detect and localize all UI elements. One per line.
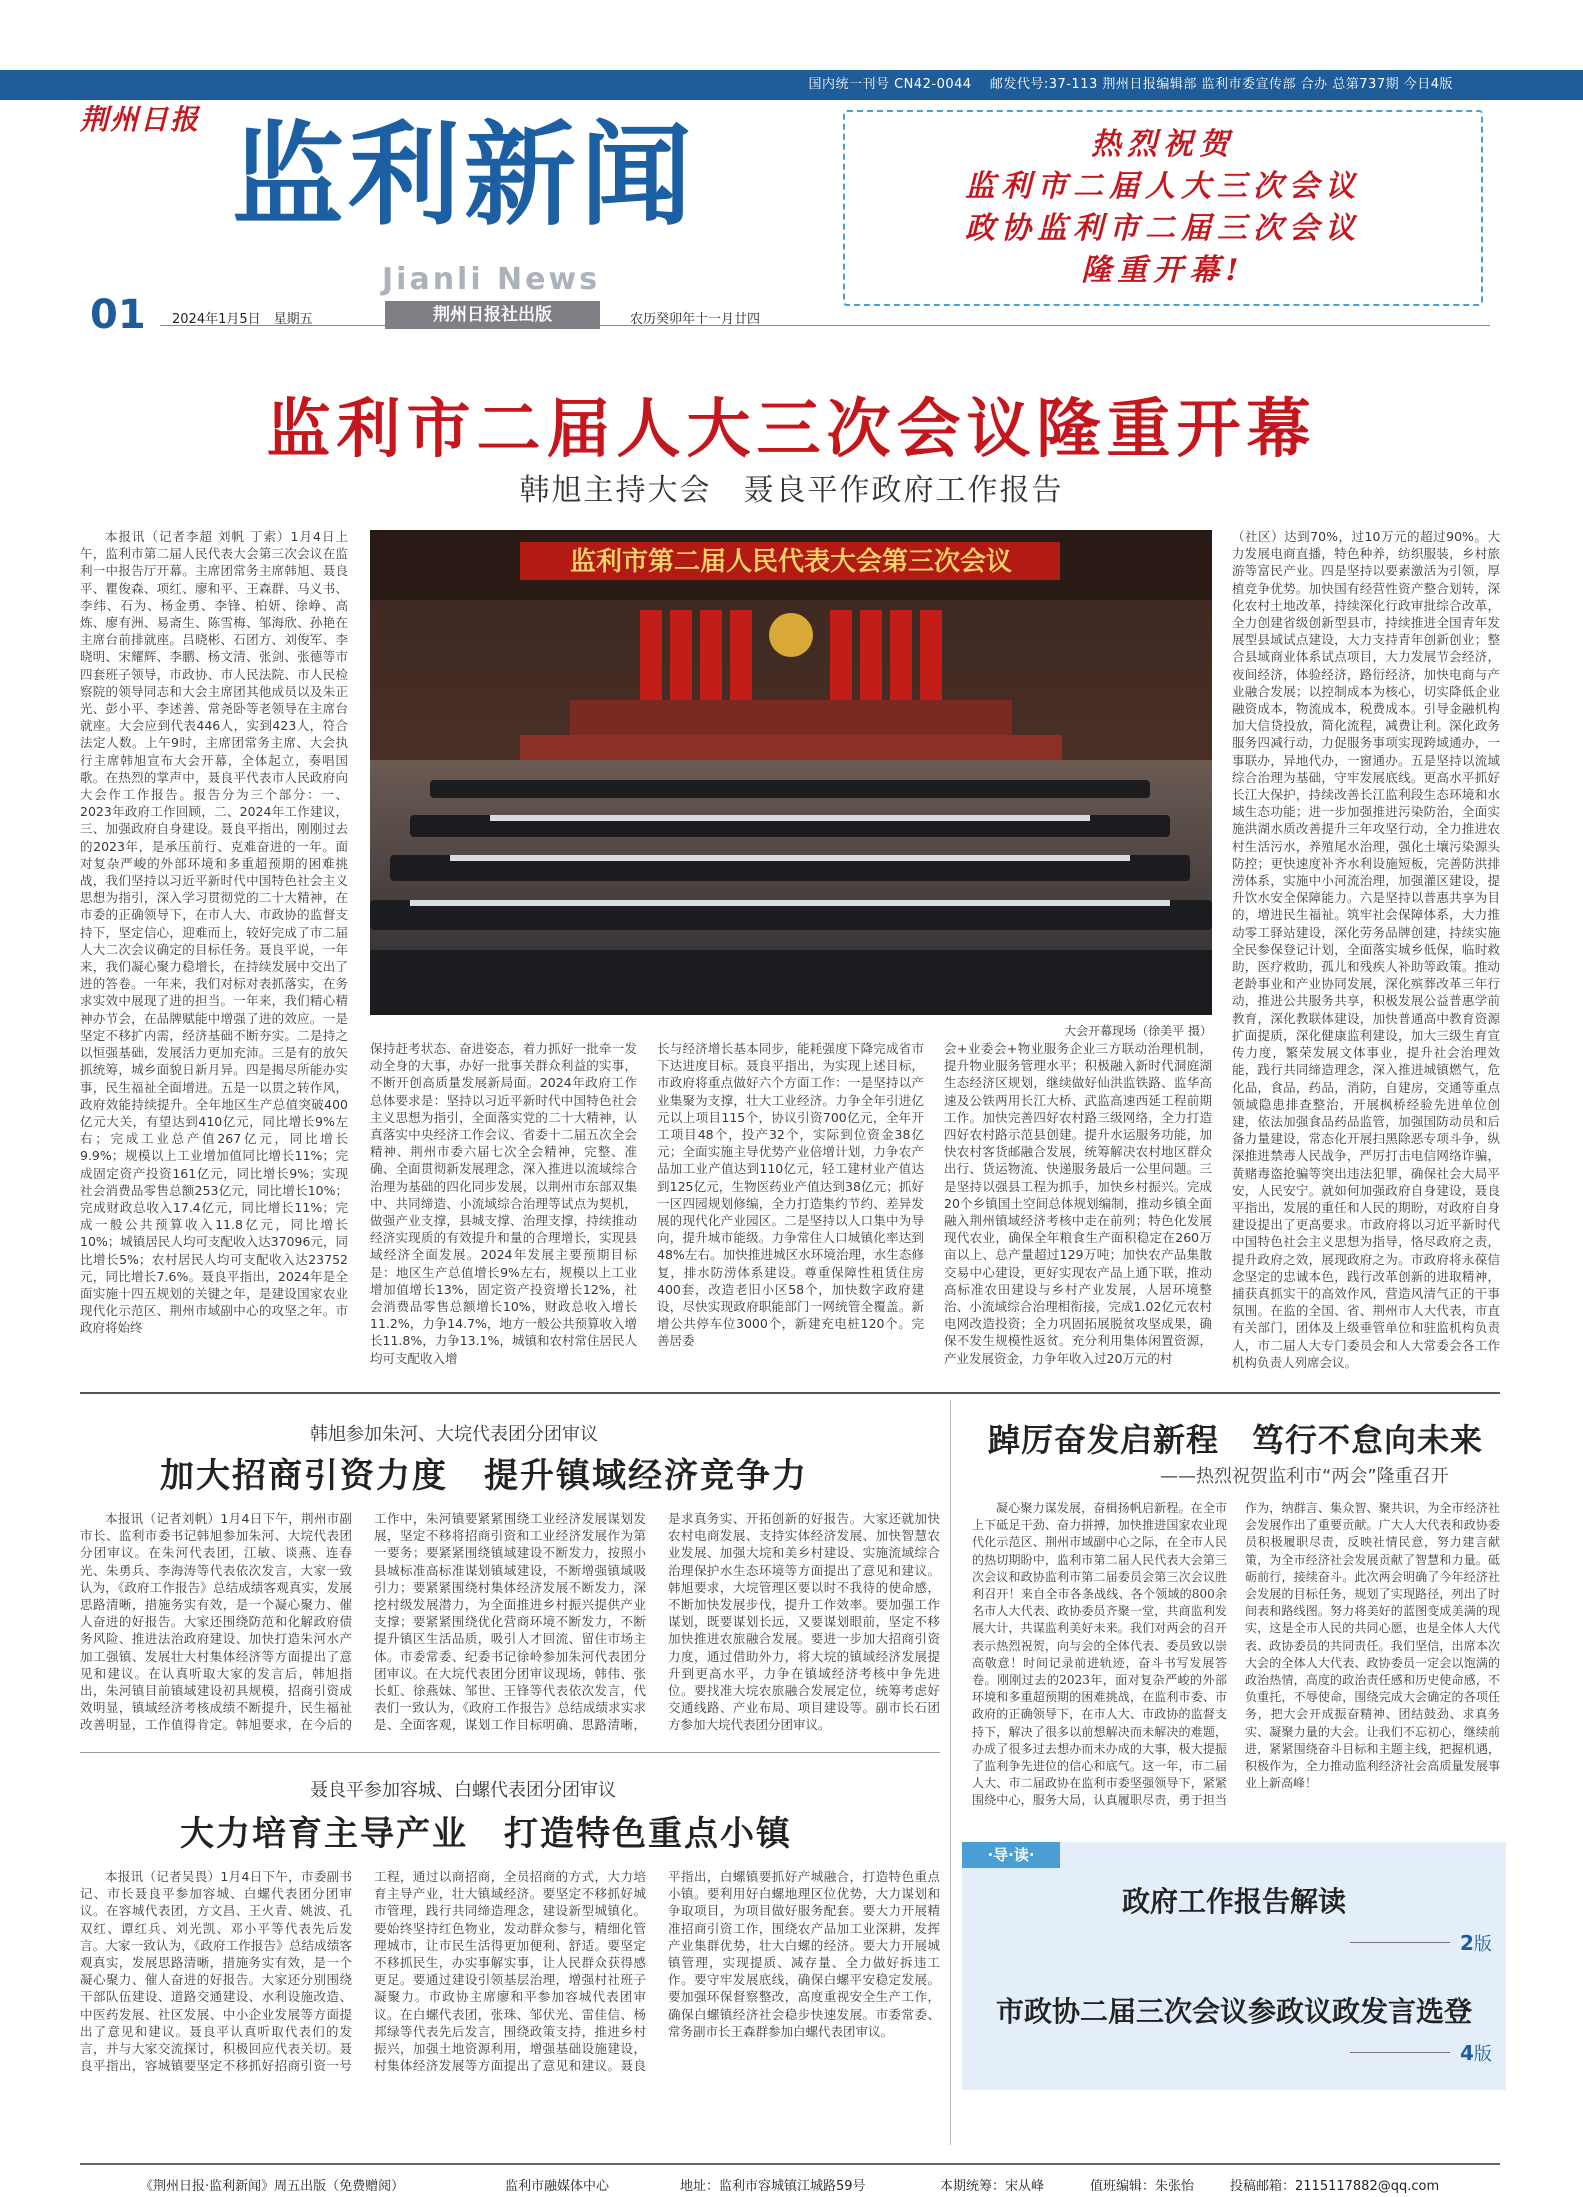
footer-reviewer: 值班编辑：朱张怡 bbox=[1090, 2179, 1195, 2194]
editorial-body: 凝心聚力谋发展，奋楫扬帆启新程。在全市上下砥足干劲、奋力拼搏，加快推进国家农业现代化示范区、荆州市域副中心之际，在全市人民的热切期盼中，监利市第二届人民代表大会第三次会议和政协监利市第二届委员会第三次会议胜利召开！来自全市各条战线、各个领域的800余名市人大代表、政协委员齐聚一堂，共商监利发展大计，共谋监利美好未来。我们对两会的召开表示热烈祝贺，向与会的全体代表、委员致以崇高敬意！时间记录前进轨迹，奋斗书写发展答卷。刚刚过去的2023年，面对复杂严峻的外部环境和多重超预期的困难挑战，在监利市委、市政府的正确领导下，在市人大、市政协的监督支持下，解决了很多以前想解决而未解决的难题，办成了很多过去想办而未办成的大事，极大提振了监利争先进位的信心和底气。这一年，市二届人大、市二届政协在监利市委坚强领导下，紧紧围绕中心，服务大局，认真履职尽责，勇于担当作为，纳群言、集众智、聚共识，为全市经济社会发展作出了重要贡献。广大人大代表和政协委员积极履职尽责，反映社情民意，努力建言献策，为全市经济社会发展贡献了智慧和力量。砥砺前行，接续奋斗。此次两会明确了今年经济社会发展的目标任务，规划了实现路径，列出了时间表和路线图。努力将美好的蓝图变成美满的现实，这是全市人民的共同心愿，也是全体人大代表、政协委员的共同责任。我们坚信，出席本次大会的全体人大代表、政协委员一定会以饱满的政治热情，高度的政治责任感和历史使命感，不负重托，不辱使命，围绕完成大会确定的各项任务，把大会开成振奋精神、团结鼓劲、求真务实、凝聚力量的大会。让我们不忘初心，继续前进，紧紧围绕奋斗目标和主题主线，把握机遇，积极作为，全力推动监利经济社会高质量发展事业上新高峰！ bbox=[972, 1501, 1500, 1808]
lead-column-1: 本报讯（记者李超 刘帆 丁索）1月4日上午，监利市第二届人民代表大会第三次会议在监利一中报告厅开幕。主席团常务主席韩旭、聂良平、瞿俊森、项红、廖和平、王森群、马义书、李纬、石为、杨金勇、李锋、柏妍、徐峥、高炼、廖有洲、易斋生、陈雪梅、邹海欣、孙艳在主席台前排就座。吕晓彬、石团方、刘俊军、李晓明、宋耀辉、李鹏、杨文清、张剑、张德等市四套班子领导，市政协、市人民法院、市人民检察院的领导同志和大会主席团其他成员以及朱正光、彭小平、李述善、常尧卧等老领导在主席台就座。大会应到代表446人，实到423人，符合法定人数。上午9时，主席团常务主席、大会执行主席韩旭宣布大会开幕，全体起立，奏唱国歌。在热烈的掌声中，聂良平代表市人民政府向大会作工作报告。报告分为三个部分：一、2023年政府工作回顾，二、2024年工作建议，三、加强政府自身建设。聂良平指出，刚刚过去的2023年，是承压前行、克难奋进的一年。面对复杂严峻的外部环境和多重超预期的困难挑战，我们坚持以习近平新时代中国特色社会主义思想为指引，深入学习贯彻党的二十大精神，在市委的正确领导下，在市人大、市政协的监督支持下，坚定信心，迎难而上，较好完成了市二届人大二次会议确定的目标任务。聂良平说，一年来，我们凝心聚力稳增长，在持续发展中交出了进的答卷。一年来，我们对标对表抓落实，在务求实效中展现了进的担当。一年来，我们精心精神办节会，在品牌赋能中增强了进的效应。一是坚定不移扩内需，经济基础不断夯实。二是持之以恒强基础，发展活力更加充沛。三是有的放矢抓统筹，城乡面貌日新月异。四是揭尽所能办实事，民生福祉全面增进。五是一以贯之转作风，政府效能持续提升。全年地区生产总值突破400亿元大关，有望达到410亿元，同比增长9%左右；完成工业总产值267亿元，同比增长9.9%；规模以上工业增加值同比增长11%；完成固定资产投资161亿元，同比增长9%；实现社会消费品零售总额253亿元，同比增长10%；完成财政总收入17.4亿元，同比增长11%；完成一般公共预算收入11.8亿元，同比增长10%；城镇居民人均可支配收入达37096元，同比增长5%；农村居民人均可支配收入达23752元，同比增长7.6%。聂良平指出，2024年是全面实施十四五规划的关键之年，是建设国家农业现代化示范区、荆州市域副中心的攻坚之年。市政府将始终 bbox=[80, 529, 348, 1336]
article-divider bbox=[80, 1752, 940, 1753]
article2-body: 本报讯（记者刘帆）1月4日下午，荆州市副市长、监利市委书记韩旭参加朱河、大垸代表团分团审议。在朱河代表团，江敏、谈燕、连春光、朱勇兵、李海涛等代表依次发言，大家一致认为，《政府工作报告》总结成绩客观真实，发展思路清晰，措施务实有效，是一个凝心聚力、催人奋进的好报告。大家还围绕防范和化解政府债务风险、推进法治政府建设、加快打造朱河水产加工强镇、发展壮大村集体经济等方面提出了意见和建议。在认真听取大家的发言后，韩旭指出，朱河镇目前镇域建设初具规模，招商引资成效明显，镇域经济考核成绩不断提升，民生福祉改善明显，工作值得肯定。韩旭要求，在今后的工作中，朱河镇要紧紧围绕工业经济发展谋划发展，坚定不移将招商引资和工业经济发展作为第一要务；要紧紧围绕镇域建设不断发力，按照小县城标准高标准谋划镇域建设，不断增强镇域吸引力；要紧紧围绕村集体经济发展不断发力，深挖村级发展潜力，为全面推进乡村振兴提供产业支撑；要紧紧围绕优化营商环境不断发力，不断提升镇区生活品质，吸引人才回流、留住市场主体。市委常委、纪委书记徐岭参加朱河代表团分团审议。在大垸代表团分团审议现场，韩伟、张长虹、徐燕妹、邹世、王锋等代表依次发言，代表们一致认为，《政府工作报告》总结成绩求实求是、全面客观，谋划工作目标明确、思路清晰，是求真务实、开拓创新的好报告。大家还就加快农村电商发展、支持实体经济发展、加快智慧农业发展、加强大垸和美乡村建设、实施流域综合治理保护水生态环境等方面提出了意见和建议。韩旭要求，大垸管理区要以时不我待的使命感，不断加快发展步伐，提升工作效率。要加强工作谋划，既要谋划长远，又要谋划眼前，坚定不移加快推进农旅融合发展。要进一步加大招商引资力度，通过借助外力，将大垸的镇域经济发展提升到更高水平，力争在镇域经济考核中争先进位。要找准大垸农旅融合发展定位，统筹考虑好交通线路、产业布局、项目建设等。副市长石团方参加大垸代表团分团审议。 bbox=[80, 1511, 940, 1733]
editorial-subhead: ——热烈祝贺监利市“两会”隆重召开 bbox=[1160, 1466, 1449, 1487]
article2-headline: 加大招商引资力度 提升镇域经济竞争力 bbox=[160, 1456, 808, 1496]
section-divider bbox=[80, 1392, 1500, 1394]
page-number: 01 bbox=[90, 292, 146, 338]
guide-page-ref: 2版 bbox=[1460, 1931, 1492, 1955]
masthead-info-bar: 国内统一刊号 CN42-0044 邮发代号:37-113 荆州日报编辑部 监利市委宣传部 合办 总第737期 今日4版 bbox=[0, 70, 1583, 100]
congrats-line: 监利市二届人大三次会议 bbox=[965, 169, 1361, 204]
congrats-line: 热烈祝贺 bbox=[1091, 127, 1235, 162]
date-divider bbox=[160, 325, 1490, 326]
meeting-photo bbox=[370, 530, 1212, 1015]
column-rule bbox=[950, 1400, 951, 2145]
guide-rule bbox=[1350, 1942, 1450, 1943]
article3-body: 本报讯（记者吴畏）1月4日下午，市委副书记、市长聂良平参加容城、白螺代表团分团审议。在容城代表团，方文昌、王火青、姚波、孔双红、谭红兵、刘光凯、邓小平等代表先后发言。大家一致认为，《政府工作报告》总结成绩客观真实，发展思路清晰，措施务实有效，是一个凝心聚力、催人奋进的好报告。大家还分别围绕干部队伍建设、道路交通建设、水利设施改造、中医药发展、社区发展、中小企业发展等方面提出了意见和建议。聂良平认真听取代表们的发言，并与大家交流探讨，积极回应代表关切。聂良平指出，容城镇要坚定不移抓好招商引资一号工程，通过以商招商，全员招商的方式，大力培育主导产业，壮大镇域经济。要坚定不移抓好城市管理，践行共同缔造理念，建设新型城镇化。要始终坚持红色物业，发动群众参与，精细化管理城市，让市民生活得更加便利、舒适。要坚定不移抓民生，办实事解实事，让人民群众获得感更足。要通过建设引领基层治理，增强村社班子凝聚力。市政协主席廖和平参加容城代表团审议。在白螺代表团，张珠、邹伏光、雷佳信、杨邦绿等代表先后发言，围绕政策支持，推进乡村振兴，加强土地资源利用，增强基础设施建设，村集体经济发展等方面提出了意见和建议。聂良平指出，白螺镇要抓好产城融合，打造特色重点小镇。要利用好白螺地理区位优势，大力谋划和争取项目，为项目做好服务配套。要大力开展精准招商引资工作，围绕农产品加工业深耕，发挥产业集群优势，壮大白螺的经济。要大力开展城镇管理，实现提质、减存量、全力做好拆违工作。要守牢发展底线，确保白螺平安稳定发展。要加强环保督察整改，高度重视安全生产工作，确保白螺镇经济社会稳步快速发展。市委常委、常务副市长王森群参加白螺代表团审议。 bbox=[80, 1869, 940, 2074]
meeting-hall-image bbox=[370, 530, 1212, 1015]
lead-column-5: （社区）达到70%，过10万元的超过90%。大力发展电商直播，特色种养，纺织服装，乡村旅游等富民产业。四是坚持以要素激活为引领，厚植竞争优势。加快国有经营性资产整合划转，深化农村土地改革，持续深化行政审批综合改革，全力创建省级创新型县市，持续推进全国青年发展型县域试点建设，大力支持青年创新创业；整合县域商业体系试点项目，大力发展节会经济，夜间经济，体验经济，路衍经济，加快电商与产业融合发展；以控制成本为核心，切实降低企业融资成本，物流成本，税费成本。引导金融机构加大信贷投放，简化流程，减费让利。深化政务服务四减行动，力促服务事项实现跨域通办，一事联办，异地代办，一窗通办。五是坚持以流域综合治理为基础，守牢发展底线。更高水平抓好长江大保护，持续改善长江监利段生态环境和水域生态功能；进一步加强推进污染防治，全面实施洪湖水质改善提升三年攻坚行动，全力推进农村生活污水，养殖尾水治理，强化土壤污染源头防控；更快速度补齐水利设施短板，完善防洪排涝体系，实施中小河流治理，加强灌区建设，提升饮水安全保障能力。六是坚持以普惠共享为目的，增进民生福祉。筑牢社会保障体系，大力推动零工驿站建设，深化劳务品牌创建，持续实施全民参保登记计划，全面落实城乡低保，临时救助，医疗救助，孤儿和残疾人补助等政策。推动老龄事业和产业协同发展，深化殡葬改革三年行动，推进公共服务共享，积极发展公益普惠学前教育，深化教联体建设，加快普通高中教育资源扩面提质，深化健康监利建设，加大三级生育宣传力度，繁荣发展文体事业，提升社会治理效能，践行共同缔造理念，深入推进城镇燃气，危化品，食品，药品，消防，自建房，交通等重点领域隐患排查整治，开展枫桥经验先进单位创建，依法加强食品药品监管，加强国防动员和后备力量建设，常态化开展扫黑除恶专项斗争，纵深推进禁毒人民战争，严厉打击电信网络诈骗，黄赌毒盗抢骗等突出违法犯罪，确保社会大局平安，人民安宁。就如何加强政府自身建设，聂良平指出，发展的重任和人民的期盼，对政府自身建设提出了更高要求。市政府将以习近平新时代中国特色社会主义思想为指导，恪尽政府之责，提升政府之效，展现政府之为。市政府将永葆信念坚定的忠诚本色，践行改革创新的进取精神，捕获真抓实干的高效作风，营造风清气正的干事氛围。在监的全国、省、荆州市人大代表，市直有关部门，团体及上级垂管单位和驻监机构负责人，市二届人大专门委员会和人大常委会各工作机构负责人列席会议。 bbox=[1232, 529, 1500, 1370]
footer-editor: 本期统筹：宋从峰 bbox=[940, 2179, 1045, 2194]
lead-column-3: 长与经济增长基本同步，能耗强度下降完成省市下达进度目标。聂良平指出，为实现上述目标，市政府将重点做好六个方面工作：一是坚持以产业集聚为支撑，壮大工业经济。力争全年引进亿元以上项目115个，协议引资700亿元，全年开工项目48个，投产32个，实际到位资金38亿元；全面实施主导优势产业倍增计划，力争农产品加工业产值达到110亿元，轻工建材业产值达到125亿元，生物医药业产值达到38亿元；抓好一区四园规划修编，全力打造集约节约、差异发展的现代化产业园区。二是坚持以人口集中为导向，提升城市能级。力争常住人口城镇化率达到48%左右。加快推进城区水环境治理，水生态修复，排水防涝体系建设。尊重保障性租赁住房400套，改造老旧小区58个，加快数字政府建设，尽快实现政府职能部门一网统管全覆盖。新增公共停车位3000个，新建充电桩120个。完善居委 bbox=[657, 1041, 924, 1349]
lead-column-4: 会+业委会+物业服务企业三方联动治理机制，提升物业服务管理水平；积极融入新时代洞庭湖生态经济区规划，继续做好仙洪监铁路、监华高速及公铁两用长江大桥、武监高速西延工程前期工作。加快完善四好农村路三级网络，全力打造四好农村路示范县创建。提升水运服务功能，加快农村客货邮融合发展，统筹解决农村地区群众出行、货运物流、快递服务最后一公里问题。三是坚持以强县工程为抓手，加快乡村振兴。完成20个乡镇国土空间总体规划编制，推动乡镇全面融入荆州镇域经济考核中走在前列；特色化发展现代农业，确保全年粮食生产面积稳定在260万亩以上、总产量超过129万吨；加快农产品集散交易中心建设，更好实现农产品上通下联，推动高标准农田建设与乡村产业发展，人居环境整治、小流域综合治理相衔接，完成1.02亿元农村电网改造投资；全力巩固拓展脱贫攻坚成果，确保不发生规模性返贫。充分利用集体闲置资源，产业发展资金，力争年收入过20万元的村 bbox=[944, 1041, 1212, 1366]
congratulations-box bbox=[843, 110, 1483, 306]
guide-tag: ·导·读· bbox=[962, 1842, 1060, 1868]
guide-item-title[interactable]: 政府工作报告解读 bbox=[1121, 1885, 1346, 1918]
jingzhou-daily-logo: 荆州日报 bbox=[80, 103, 201, 136]
congrats-line: 隆重开幕! bbox=[1081, 253, 1245, 288]
article2-kicker: 韩旭参加朱河、大垸代表团分团审议 bbox=[310, 1424, 598, 1445]
lead-headline: 监利市二届人大三次会议隆重开幕 bbox=[266, 393, 1317, 467]
lead-subhead: 韩旭主持大会 聂良平作政府工作报告 bbox=[519, 473, 1064, 508]
lead-column-2: 保持赶考状态、奋进姿态，着力抓好一批牵一发动全身的大事，办好一批事关群众利益的实事，不断开创高质量发展新局面。2024年政府工作总体要求是：坚持以习近平新时代中国特色社会主义思想为指引，全面落实党的二十大精神，认真落实中央经济工作会议、省委十二届五次全会精神、荆州市委六届七次全会精神，完整、准确、全面贯彻新发展理念，深入推进以流域综合治理为基础的四化同步发展，以荆州市东部双集中、共同缔造、小流域综合治理等试点为契机，做强产业支撑，县城支撑、治理支撑，持续推动经济实现质的有效提升和量的合理增长，实现县域经济全面发展。2024年发展主要预期目标是：地区生产总值增长9%左右，规模以上工业增加值增长13%，固定资产投资增长12%，社会消费品零售总额增长10%，财政总收入增长11.2%，力争14.7%，地方一般公共预算收入增长11.8%，力争13.1%，城镇和农村常住居民人均可支配收入增 bbox=[370, 1041, 637, 1366]
article3-kicker: 聂良平参加容城、白螺代表团分团审议 bbox=[310, 1780, 616, 1801]
publisher-badge: 荆州日报社出版 bbox=[385, 301, 600, 329]
footer-email: 投稿邮箱：2115117882@qq.com bbox=[1230, 2179, 1440, 2194]
guide-page-ref: 4版 bbox=[1460, 2041, 1492, 2065]
masthead-title: 监利新闻 bbox=[232, 110, 696, 241]
footer-center: 监利市融媒体中心 bbox=[505, 2179, 610, 2194]
guide-rule bbox=[1350, 2052, 1450, 2053]
congrats-line: 政协监利市二届三次会议 bbox=[965, 211, 1361, 246]
masthead-english: Jianli News bbox=[382, 262, 601, 297]
guide-item-title[interactable]: 市政协二届三次会议参政议政发言选登 bbox=[995, 1995, 1472, 2028]
footer bbox=[80, 2163, 1500, 2194]
photo-banner-text: 监利市第二届人民代表大会第三次会议 bbox=[569, 547, 1013, 577]
issue-date: 2024年1月5日 星期五 bbox=[172, 312, 313, 327]
article3-headline: 大力培育主导产业 打造特色重点小镇 bbox=[180, 1814, 792, 1854]
footer-paper: 《荆州日报·监利新闻》周五出版（免费赠阅） bbox=[140, 2179, 405, 2194]
lunar-date: 农历癸卯年十一月廿四 bbox=[630, 312, 761, 327]
photo-caption: 大会开幕现场（徐美平 摄） bbox=[1064, 1024, 1212, 1038]
editorial-headline: 踔厉奋发启新程 笃行不怠向未来 bbox=[988, 1421, 1484, 1459]
footer-address: 地址：监利市容城镇江城路59号 bbox=[680, 2179, 866, 2194]
